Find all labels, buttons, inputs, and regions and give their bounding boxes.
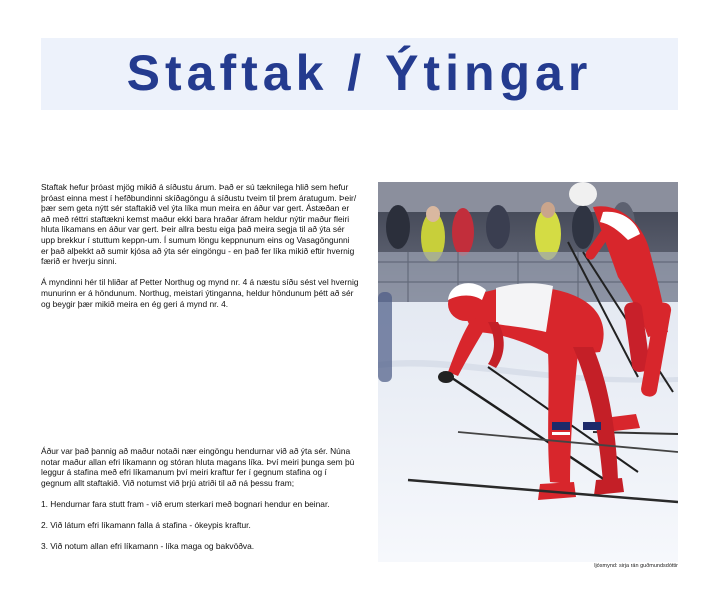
paragraph: Áður var það þannig að maður notaði nær eingöngu hendurnar við að ýta sér. Núna notar maður allan efri líkamann og stóran hluta magans líka. Því meiri þunga sem þú leggur á stafina með efri líkamanum því meiri kraftur fer í gegnum stafina og í gegnum allt staftakið. Við notumst við þrjú atriði til að ná þessu fram; <box>41 446 355 488</box>
page-title: Staftak / Ýtingar <box>126 45 593 101</box>
paragraph: Á myndinni hér til hliðar af Petter Northug og mynd nr. 4 á næstu síðu sést vel hvernig munurinn er á höndunum. Northug, meistari ýtinganna, heldur höndunum þétt að sér og beygir þær mikið meira en ég geri á mynd nr. 4. <box>41 277 359 309</box>
title-band <box>41 38 678 110</box>
technique-text-block <box>41 446 359 563</box>
paragraph: Staftak hefur þróast mjög mikið á síðustu árum. Það er sú tæknilega hlið sem hefur þróast einna mest í hefðbundinni skíðagöngu á síðustu tveim til þrem áratugum. Þeir/þær sem geta nýtt sér staftakið vel ýta líka mun meira en áður var gert. Ástæðan er að með réttri staftækni kemst maður ekki bara hraðar áfram heldur nýtir maður fleiri hluta líkamans en áður var gert. Þeir allra bestu eiga það meira segja til að ýta sér upp brekkur í stuttum keppn-um. Í sumum löngu keppnunum eins og Vasagöngunni er það alþekkt að sumir kjósa að ýta sér eingöngu - en það fer líka mikið eftir hvernig færið er hverju sinni. <box>41 182 357 267</box>
list-item: 1. Hendurnar fara stutt fram - við erum sterkari með bognari hendur en beinar. <box>41 498 330 509</box>
intro-text-block <box>41 182 359 320</box>
list-item: 2. Við látum efri líkamann falla á stafina - ókeypis kraftur. <box>41 520 251 531</box>
list-item: 3. Við notum allan efri líkamann - líka maga og bakvöðva. <box>41 541 255 552</box>
skiers-photo <box>378 182 678 562</box>
photo-credit: ljósmynd: sirja rán guðmundsdóttir <box>594 563 678 569</box>
skiers-illustration <box>378 182 678 562</box>
